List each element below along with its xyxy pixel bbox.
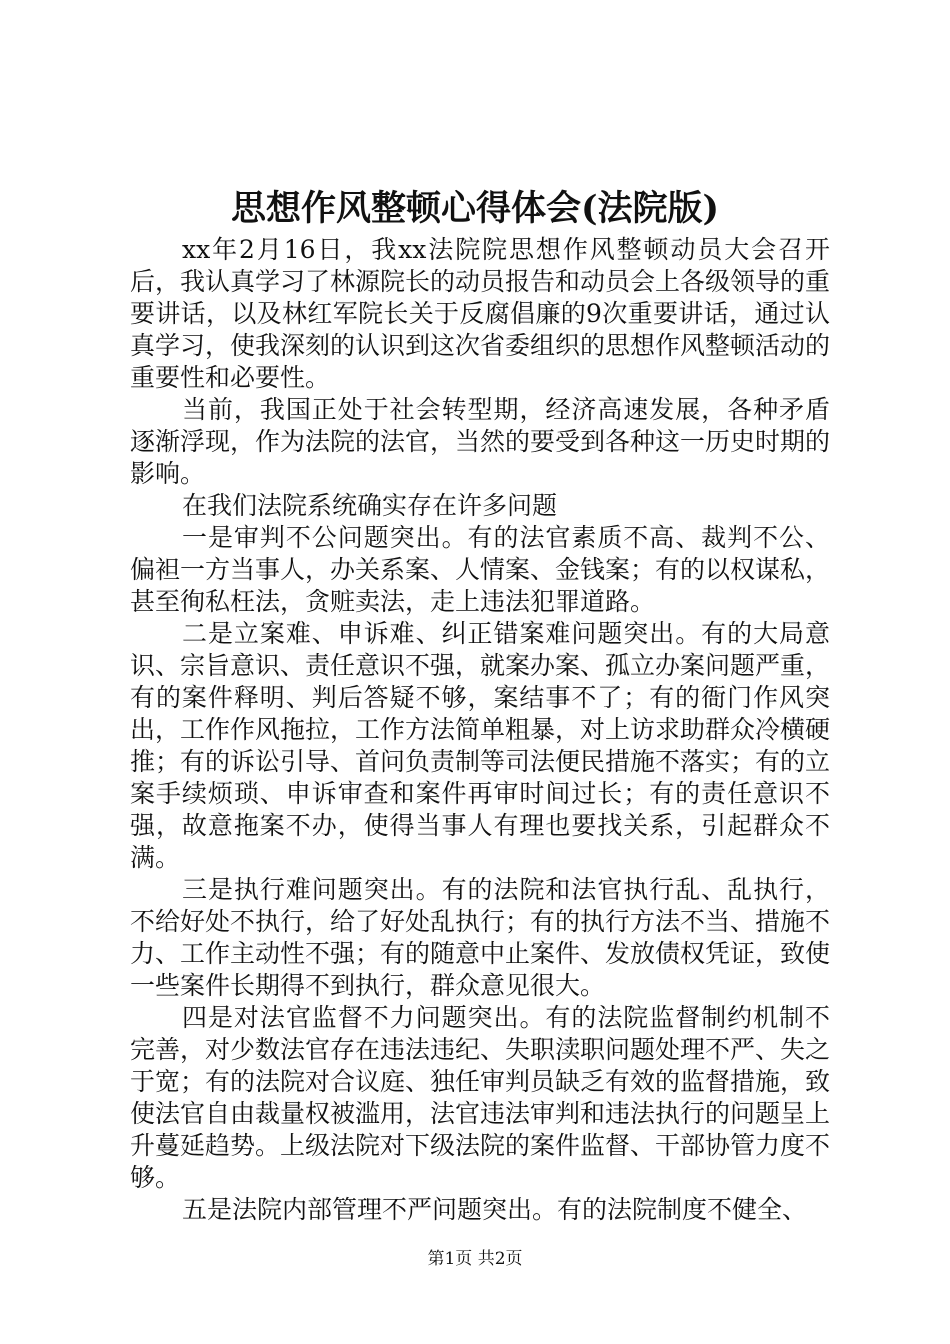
paragraph-3: 在我们法院系统确实存在许多问题 [182,491,558,520]
paragraph-6: 三是执行难问题突出。有的法院和法官执行乱、乱执行，不给好处不执行，给了好处乱执行；有的执行方法不当、措施不力、工作主动性不强；有的随意中止案件、发放债权凭证，致使一些案件长期得不到执行，群众意见很大。 [130,875,831,1000]
paragraph-4: 一是审判不公问题突出。有的法官素质不高、裁判不公、偏袒一方当事人，办关系案、人情案、金钱案；有的以权谋私，甚至徇私枉法，贪赃卖法，走上违法犯罪道路。 [130,523,831,616]
paragraph-7: 四是对法官监督不力问题突出。有的法院监督制约机制不完善，对少数法官存在违法违纪、失职渎职问题处理不严、失之于宽；有的法院对合议庭、独任审判员缺乏有效的监督措施，致使法官自由裁量权被滥用，法官违法审判和违法执行的问题呈上升蔓延趋势。上级法院对下级法院的案件监督、干部协管力度不够。 [130,1003,831,1192]
paragraph-8: 五是法院内部管理不严问题突出。有的法院制度不健全、 [182,1195,808,1224]
document-title: 思想作风整顿心得体会(法院版) [230,188,720,229]
document-body [130,234,830,1226]
page-number-footer: 第1页 共2页 [427,1249,523,1269]
paragraph-2: 当前，我国正处于社会转型期，经济高速发展，各种矛盾逐渐浮现，作为法院的法官，当然的要受到各种这一历史时期的影响。 [130,395,831,488]
paragraph-5: 二是立案难、申诉难、纠正错案难问题突出。有的大局意识、宗旨意识、责任意识不强，就案办案、孤立办案问题严重，有的案件释明、判后答疑不够，案结事不了；有的衙门作风突出，工作作风拖拉，工作方法简单粗暴，对上访求助群众冷横硬推；有的诉讼引导、首问负责制等司法便民措施不落实；有的立案手续烦琐、申诉审查和案件再审时间过长；有的责任意识不强，故意拖案不办，使得当事人有理也要找关系，引起群众不满。 [130,619,831,872]
paragraph-1: xx年2月16日，我xx法院院思想作风整顿动员大会召开后，我认真学习了林源院长的动员报告和动员会上各级领导的重要讲话，以及林红军院长关于反腐倡廉的9次重要讲话，通过认真学习，使我深刻的认识到这次省委组织的思想作风整顿活动的重要性和必要性。 [130,235,831,392]
